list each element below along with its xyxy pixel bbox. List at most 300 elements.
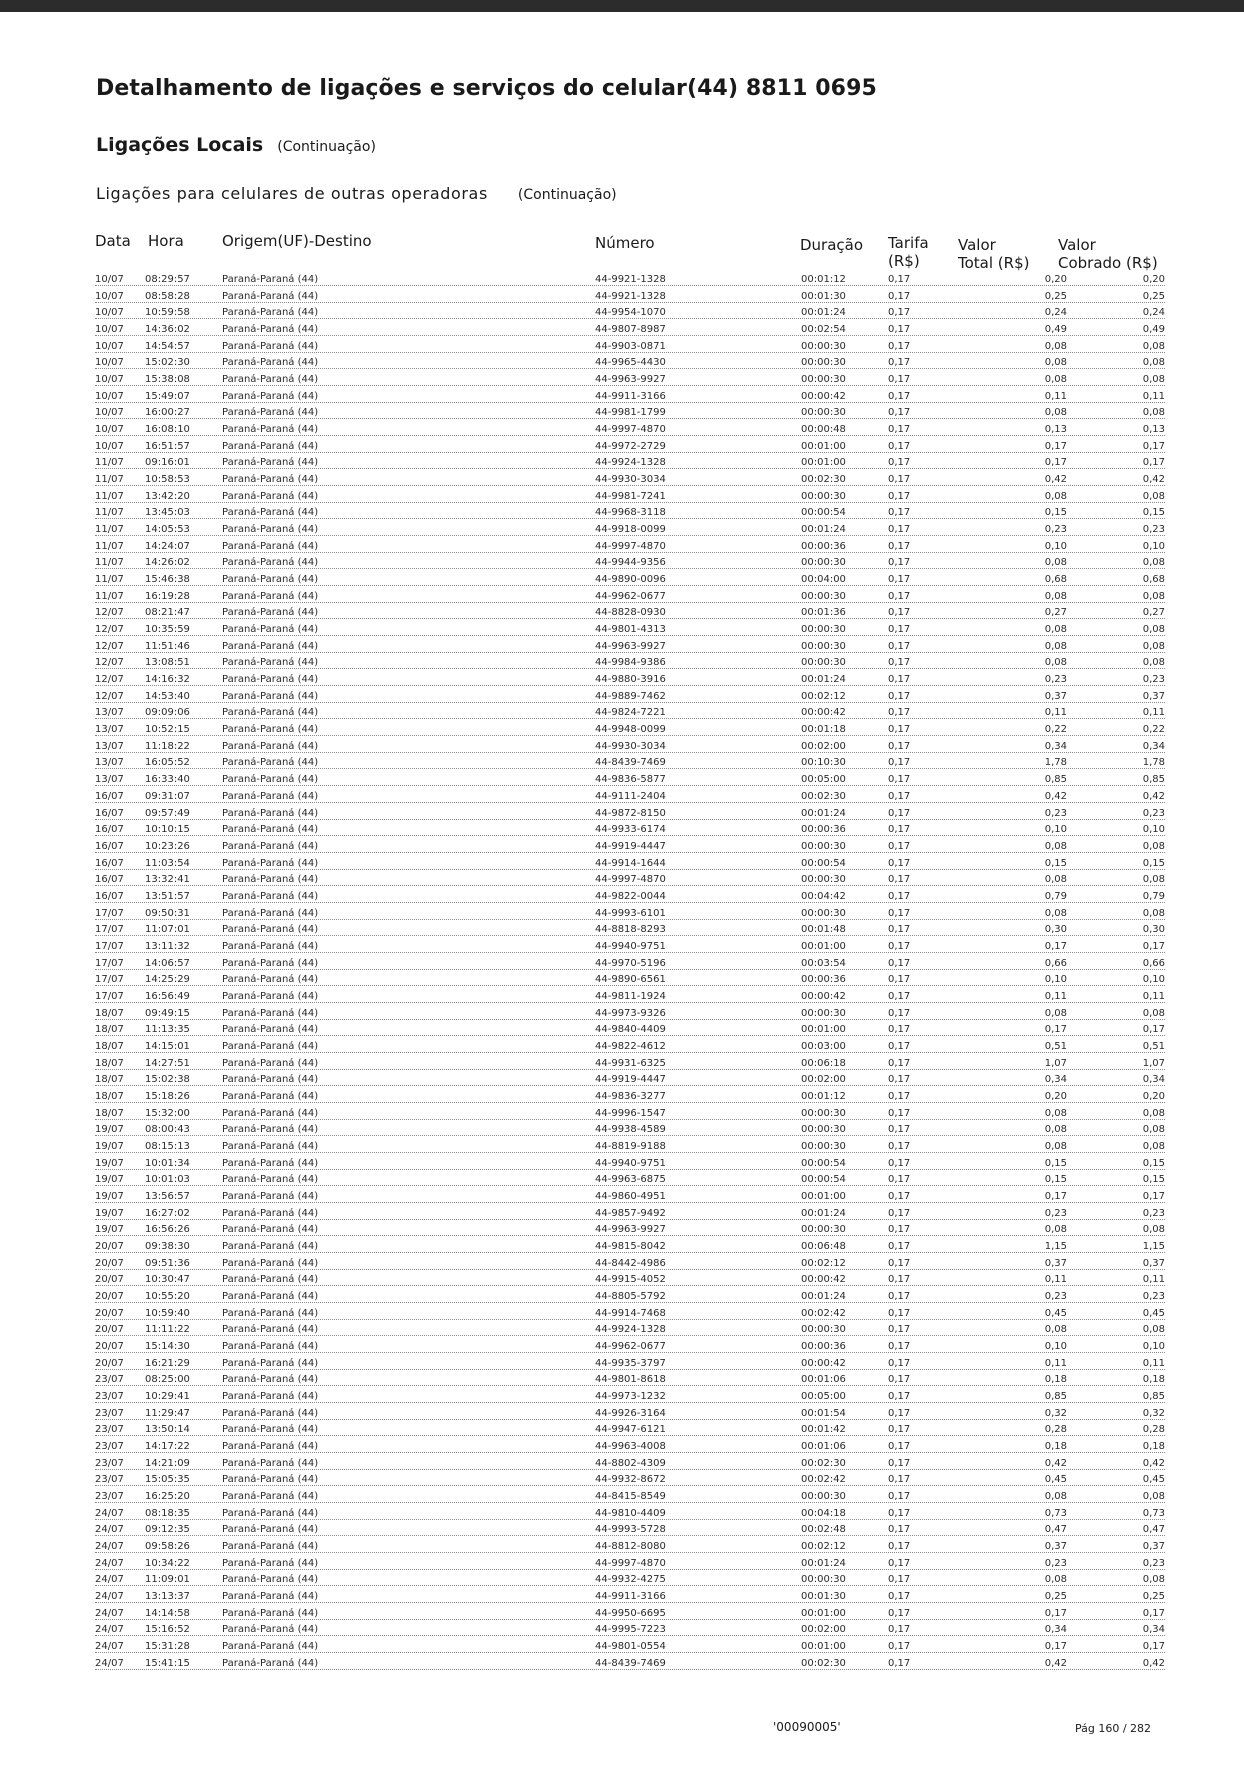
cell-numero: 44-9970-5196 bbox=[595, 957, 666, 969]
cell-numero: 44-9921-1328 bbox=[595, 274, 666, 285]
cell-numero: 44-9915-4052 bbox=[595, 1274, 666, 1286]
cell-valor-cobrado: 0,08 bbox=[1142, 1124, 1165, 1136]
cell-duracao: 00:01:24 bbox=[801, 307, 846, 319]
cell-origem: Paraná-Paraná (44) bbox=[222, 1341, 319, 1352]
cell-valor-total: 1,07 bbox=[1044, 1057, 1067, 1069]
cell-data: 19/07 bbox=[95, 1124, 124, 1136]
cell-origem: Paraná-Paraná (44) bbox=[222, 757, 319, 769]
cell-valor-total: 0,79 bbox=[1044, 890, 1067, 902]
cell-numero: 44-9924-1328 bbox=[595, 1324, 666, 1336]
cell-valor-total: 0,28 bbox=[1044, 1424, 1067, 1436]
cell-valor-cobrado: 0,23 bbox=[1142, 524, 1165, 536]
cell-data: 17/07 bbox=[95, 957, 124, 969]
cell-origem: Paraná-Paraná (44) bbox=[222, 1324, 319, 1336]
cell-hora: 08:21:47 bbox=[145, 607, 190, 619]
cell-tarifa: 0,17 bbox=[888, 957, 911, 969]
table-row bbox=[95, 1656, 1165, 1673]
cell-tarifa: 0,17 bbox=[888, 757, 911, 769]
cell-tarifa: 0,17 bbox=[888, 574, 911, 586]
table-row bbox=[95, 655, 1165, 672]
table-row bbox=[95, 1239, 1165, 1256]
cell-tarifa: 0,17 bbox=[888, 1557, 911, 1569]
cell-duracao: 00:00:30 bbox=[801, 557, 846, 569]
cell-numero: 44-8439-7469 bbox=[595, 757, 666, 769]
cell-origem: Paraná-Paraná (44) bbox=[222, 1307, 319, 1319]
cell-duracao: 00:00:30 bbox=[801, 624, 846, 636]
cell-data: 20/07 bbox=[95, 1240, 124, 1252]
table-row bbox=[95, 1389, 1165, 1406]
cell-valor-cobrado: 0,34 bbox=[1142, 740, 1165, 752]
cell-valor-cobrado: 1,15 bbox=[1142, 1240, 1165, 1252]
cell-duracao: 00:00:54 bbox=[801, 1157, 846, 1169]
cell-origem: Paraná-Paraná (44) bbox=[222, 290, 319, 302]
cell-numero: 44-9995-7223 bbox=[595, 1624, 666, 1636]
table-row bbox=[95, 1306, 1165, 1323]
cell-valor-cobrado: 0,08 bbox=[1142, 907, 1165, 919]
table-row bbox=[95, 1622, 1165, 1639]
cell-hora: 10:23:26 bbox=[145, 840, 190, 852]
cell-valor-total: 0,20 bbox=[1044, 1090, 1067, 1102]
cell-valor-cobrado: 0,85 bbox=[1142, 774, 1165, 786]
cell-duracao: 00:02:12 bbox=[801, 1541, 846, 1553]
cell-data: 24/07 bbox=[95, 1524, 124, 1536]
section-continuation: (Continuação) bbox=[277, 139, 376, 155]
cell-hora: 14:17:22 bbox=[145, 1441, 190, 1453]
cell-valor-total: 1,15 bbox=[1044, 1240, 1067, 1252]
table-row bbox=[95, 372, 1165, 389]
cell-origem: Paraná-Paraná (44) bbox=[222, 1641, 319, 1653]
table-row bbox=[95, 806, 1165, 823]
cell-duracao: 00:02:48 bbox=[801, 1524, 846, 1536]
cell-numero: 44-9911-3166 bbox=[595, 1591, 666, 1603]
cell-valor-total: 0,08 bbox=[1044, 340, 1067, 352]
cell-origem: Paraná-Paraná (44) bbox=[222, 924, 319, 936]
cell-tarifa: 0,17 bbox=[888, 357, 911, 369]
cell-data: 18/07 bbox=[95, 1024, 124, 1036]
cell-data: 19/07 bbox=[95, 1157, 124, 1169]
cell-valor-total: 0,17 bbox=[1044, 1024, 1067, 1036]
cell-hora: 14:15:01 bbox=[145, 1040, 190, 1052]
cell-valor-cobrado: 0,23 bbox=[1142, 674, 1165, 686]
cell-numero: 44-9997-4870 bbox=[595, 540, 666, 552]
column-header-data: Data bbox=[95, 232, 131, 250]
table-row bbox=[95, 555, 1165, 572]
cell-valor-total: 0,23 bbox=[1044, 1557, 1067, 1569]
cell-valor-total: 0,08 bbox=[1044, 640, 1067, 652]
table-row bbox=[95, 755, 1165, 772]
cell-hora: 14:16:32 bbox=[145, 674, 190, 686]
cell-valor-cobrado: 0,11 bbox=[1142, 390, 1165, 402]
cell-tarifa: 0,17 bbox=[888, 1040, 911, 1052]
cell-valor-cobrado: 0,08 bbox=[1142, 374, 1165, 386]
cell-origem: Paraná-Paraná (44) bbox=[222, 1290, 319, 1302]
cell-valor-total: 0,37 bbox=[1044, 690, 1067, 702]
cell-numero: 44-9996-1547 bbox=[595, 1107, 666, 1119]
cell-numero: 44-9940-9751 bbox=[595, 1157, 666, 1169]
cell-numero: 44-9968-3118 bbox=[595, 507, 666, 519]
cell-origem: Paraná-Paraná (44) bbox=[222, 1274, 319, 1286]
cell-tarifa: 0,17 bbox=[888, 374, 911, 386]
cell-valor-total: 0,18 bbox=[1044, 1441, 1067, 1453]
cell-origem: Paraná-Paraná (44) bbox=[222, 624, 319, 636]
cell-duracao: 00:00:42 bbox=[801, 707, 846, 719]
cell-data: 24/07 bbox=[95, 1574, 124, 1586]
table-row bbox=[95, 1439, 1165, 1456]
table-row bbox=[95, 322, 1165, 339]
cell-tarifa: 0,17 bbox=[888, 490, 911, 502]
table-row bbox=[95, 1522, 1165, 1539]
cell-data: 10/07 bbox=[95, 324, 124, 336]
section-title-text: Ligações Locais bbox=[96, 134, 264, 156]
cell-tarifa: 0,17 bbox=[888, 1107, 911, 1119]
cell-numero: 44-9889-7462 bbox=[595, 690, 666, 702]
cell-hora: 14:05:53 bbox=[145, 524, 190, 536]
cell-numero: 44-9860-4951 bbox=[595, 1190, 666, 1202]
cell-data: 18/07 bbox=[95, 1107, 124, 1119]
cell-valor-total: 0,08 bbox=[1044, 1491, 1067, 1503]
table-row bbox=[95, 1406, 1165, 1423]
cell-valor-cobrado: 0,08 bbox=[1142, 490, 1165, 502]
cell-duracao: 00:01:00 bbox=[801, 1641, 846, 1653]
cell-hora: 16:19:28 bbox=[145, 590, 190, 602]
cell-duracao: 00:01:42 bbox=[801, 1424, 846, 1436]
cell-hora: 11:51:46 bbox=[145, 640, 190, 652]
column-header-valor-cobrado-line2: Cobrado (R$) bbox=[1058, 254, 1158, 272]
cell-numero: 44-9935-3797 bbox=[595, 1357, 666, 1369]
cell-data: 10/07 bbox=[95, 357, 124, 369]
table-row bbox=[95, 822, 1165, 839]
cell-valor-cobrado: 0,11 bbox=[1142, 1274, 1165, 1286]
cell-origem: Paraná-Paraná (44) bbox=[222, 690, 319, 702]
cell-origem: Paraná-Paraná (44) bbox=[222, 490, 319, 502]
cell-origem: Paraná-Paraná (44) bbox=[222, 1157, 319, 1169]
cell-valor-cobrado: 0,73 bbox=[1142, 1507, 1165, 1519]
cell-hora: 14:54:57 bbox=[145, 340, 190, 352]
cell-valor-total: 0,17 bbox=[1044, 457, 1067, 469]
cell-duracao: 00:00:54 bbox=[801, 507, 846, 519]
cell-hora: 14:26:02 bbox=[145, 557, 190, 569]
cell-duracao: 00:02:30 bbox=[801, 1657, 846, 1669]
table-row bbox=[95, 1006, 1165, 1023]
cell-numero: 44-9857-9492 bbox=[595, 1207, 666, 1219]
cell-tarifa: 0,17 bbox=[888, 807, 911, 819]
cell-valor-cobrado: 0,17 bbox=[1142, 457, 1165, 469]
cell-valor-total: 0,22 bbox=[1044, 724, 1067, 736]
cell-hora: 15:31:28 bbox=[145, 1641, 190, 1653]
cell-numero: 44-9993-6101 bbox=[595, 907, 666, 919]
table-row bbox=[95, 1172, 1165, 1189]
cell-valor-total: 0,08 bbox=[1044, 1124, 1067, 1136]
cell-valor-total: 0,08 bbox=[1044, 657, 1067, 669]
cell-tarifa: 0,17 bbox=[888, 1057, 911, 1069]
cell-numero: 44-9963-4008 bbox=[595, 1441, 666, 1453]
cell-hora: 14:14:58 bbox=[145, 1607, 190, 1619]
cell-valor-cobrado: 0,08 bbox=[1142, 407, 1165, 419]
table-row bbox=[95, 1106, 1165, 1123]
table-row bbox=[95, 355, 1165, 372]
cell-hora: 10:01:34 bbox=[145, 1157, 190, 1169]
cell-data: 20/07 bbox=[95, 1274, 124, 1286]
cell-valor-cobrado: 0,08 bbox=[1142, 657, 1165, 669]
cell-tarifa: 0,17 bbox=[888, 824, 911, 836]
cell-duracao: 00:02:30 bbox=[801, 474, 846, 486]
cell-data: 13/07 bbox=[95, 707, 124, 719]
column-header-hora: Hora bbox=[148, 232, 184, 250]
cell-hora: 16:51:57 bbox=[145, 440, 190, 452]
cell-valor-cobrado: 0,68 bbox=[1142, 574, 1165, 586]
table-row bbox=[95, 405, 1165, 422]
cell-duracao: 00:02:30 bbox=[801, 790, 846, 802]
cell-numero: 44-9836-5877 bbox=[595, 774, 666, 786]
cell-origem: Paraná-Paraná (44) bbox=[222, 957, 319, 969]
cell-tarifa: 0,17 bbox=[888, 1357, 911, 1369]
cell-origem: Paraná-Paraná (44) bbox=[222, 1541, 319, 1553]
cell-valor-cobrado: 0,11 bbox=[1142, 1357, 1165, 1369]
table-row bbox=[95, 972, 1165, 989]
cell-tarifa: 0,17 bbox=[888, 640, 911, 652]
table-row bbox=[95, 856, 1165, 873]
cell-numero: 44-9963-9927 bbox=[595, 1224, 666, 1236]
cell-valor-total: 0,08 bbox=[1044, 374, 1067, 386]
cell-hora: 16:21:29 bbox=[145, 1357, 190, 1369]
table-row bbox=[95, 1572, 1165, 1589]
cell-duracao: 00:01:18 bbox=[801, 724, 846, 736]
cell-numero: 44-9932-4275 bbox=[595, 1574, 666, 1586]
cell-data: 13/07 bbox=[95, 774, 124, 786]
cell-numero: 44-9938-4589 bbox=[595, 1124, 666, 1136]
cell-data: 18/07 bbox=[95, 1007, 124, 1019]
cell-hora: 13:42:20 bbox=[145, 490, 190, 502]
table-row bbox=[95, 539, 1165, 556]
cell-valor-total: 0,08 bbox=[1044, 557, 1067, 569]
cell-tarifa: 0,17 bbox=[888, 924, 911, 936]
column-header-tarifa bbox=[888, 234, 929, 270]
table-row bbox=[95, 439, 1165, 456]
cell-hora: 15:38:08 bbox=[145, 374, 190, 386]
cell-origem: Paraná-Paraná (44) bbox=[222, 1424, 319, 1436]
cell-valor-total: 0,42 bbox=[1044, 1457, 1067, 1469]
cell-valor-total: 0,08 bbox=[1044, 357, 1067, 369]
cell-tarifa: 0,17 bbox=[888, 557, 911, 569]
cell-data: 20/07 bbox=[95, 1257, 124, 1269]
cell-duracao: 00:01:06 bbox=[801, 1441, 846, 1453]
column-header-valor-cobrado bbox=[1058, 236, 1158, 272]
cell-duracao: 00:00:42 bbox=[801, 1274, 846, 1286]
cell-tarifa: 0,17 bbox=[888, 1524, 911, 1536]
cell-duracao: 00:00:30 bbox=[801, 407, 846, 419]
cell-valor-total: 0,08 bbox=[1044, 1224, 1067, 1236]
cell-valor-cobrado: 0,23 bbox=[1142, 807, 1165, 819]
cell-data: 24/07 bbox=[95, 1541, 124, 1553]
cell-valor-cobrado: 0,08 bbox=[1142, 1107, 1165, 1119]
cell-origem: Paraná-Paraná (44) bbox=[222, 974, 319, 986]
cell-duracao: 00:04:42 bbox=[801, 890, 846, 902]
cell-valor-cobrado: 0,25 bbox=[1142, 1591, 1165, 1603]
cell-tarifa: 0,17 bbox=[888, 1090, 911, 1102]
table-row bbox=[95, 1089, 1165, 1106]
cell-numero: 44-9932-8672 bbox=[595, 1474, 666, 1486]
cell-data: 16/07 bbox=[95, 824, 124, 836]
cell-data: 24/07 bbox=[95, 1607, 124, 1619]
cell-tarifa: 0,17 bbox=[888, 890, 911, 902]
cell-tarifa: 0,17 bbox=[888, 607, 911, 619]
cell-valor-total: 0,27 bbox=[1044, 607, 1067, 619]
cell-tarifa: 0,17 bbox=[888, 1190, 911, 1202]
cell-tarifa: 0,17 bbox=[888, 657, 911, 669]
cell-duracao: 00:00:48 bbox=[801, 424, 846, 436]
cell-tarifa: 0,17 bbox=[888, 907, 911, 919]
table-row bbox=[95, 872, 1165, 889]
cell-origem: Paraná-Paraná (44) bbox=[222, 1457, 319, 1469]
cell-hora: 09:12:35 bbox=[145, 1524, 190, 1536]
cell-origem: Paraná-Paraná (44) bbox=[222, 790, 319, 802]
cell-origem: Paraná-Paraná (44) bbox=[222, 1374, 319, 1386]
cell-origem: Paraná-Paraná (44) bbox=[222, 1107, 319, 1119]
cell-data: 10/07 bbox=[95, 290, 124, 302]
cell-data: 16/07 bbox=[95, 890, 124, 902]
cell-hora: 10:34:22 bbox=[145, 1557, 190, 1569]
cell-hora: 08:18:35 bbox=[145, 1507, 190, 1519]
cell-valor-total: 0,49 bbox=[1044, 324, 1067, 336]
cell-hora: 15:32:00 bbox=[145, 1107, 190, 1119]
cell-origem: Paraná-Paraná (44) bbox=[222, 1407, 319, 1419]
cell-tarifa: 0,17 bbox=[888, 1174, 911, 1186]
cell-origem: Paraná-Paraná (44) bbox=[222, 907, 319, 919]
cell-tarifa: 0,17 bbox=[888, 1507, 911, 1519]
cell-valor-cobrado: 0,10 bbox=[1142, 824, 1165, 836]
cell-data: 18/07 bbox=[95, 1090, 124, 1102]
cell-valor-cobrado: 0,08 bbox=[1142, 1007, 1165, 1019]
cell-origem: Paraná-Paraná (44) bbox=[222, 1507, 319, 1519]
cell-duracao: 00:00:36 bbox=[801, 1341, 846, 1352]
cell-data: 24/07 bbox=[95, 1657, 124, 1669]
table-row bbox=[95, 906, 1165, 923]
cell-valor-total: 0,37 bbox=[1044, 1541, 1067, 1553]
cell-origem: Paraná-Paraná (44) bbox=[222, 707, 319, 719]
cell-duracao: 00:00:30 bbox=[801, 640, 846, 652]
top-border bbox=[0, 0, 1244, 12]
cell-valor-cobrado: 0,51 bbox=[1142, 1040, 1165, 1052]
cell-tarifa: 0,17 bbox=[888, 1324, 911, 1336]
table-row bbox=[95, 722, 1165, 739]
cell-origem: Paraná-Paraná (44) bbox=[222, 374, 319, 386]
cell-tarifa: 0,17 bbox=[888, 1290, 911, 1302]
cell-hora: 14:06:57 bbox=[145, 957, 190, 969]
cell-duracao: 00:01:30 bbox=[801, 290, 846, 302]
table-row bbox=[95, 1156, 1165, 1173]
cell-data: 10/07 bbox=[95, 440, 124, 452]
cell-valor-total: 0,13 bbox=[1044, 424, 1067, 436]
cell-tarifa: 0,17 bbox=[888, 1574, 911, 1586]
cell-data: 11/07 bbox=[95, 490, 124, 502]
cell-valor-cobrado: 0,15 bbox=[1142, 507, 1165, 519]
cell-hora: 08:29:57 bbox=[145, 274, 190, 285]
table-row bbox=[95, 772, 1165, 789]
section-title bbox=[96, 134, 376, 156]
cell-numero: 44-9948-0099 bbox=[595, 724, 666, 736]
cell-tarifa: 0,17 bbox=[888, 1457, 911, 1469]
cell-duracao: 00:02:42 bbox=[801, 1307, 846, 1319]
cell-hora: 10:55:20 bbox=[145, 1290, 190, 1302]
cell-duracao: 00:01:24 bbox=[801, 1207, 846, 1219]
cell-origem: Paraná-Paraná (44) bbox=[222, 1174, 319, 1186]
cell-data: 18/07 bbox=[95, 1074, 124, 1086]
cell-numero: 44-8442-4986 bbox=[595, 1257, 666, 1269]
cell-origem: Paraná-Paraná (44) bbox=[222, 440, 319, 452]
cell-hora: 11:03:54 bbox=[145, 857, 190, 869]
cell-origem: Paraná-Paraná (44) bbox=[222, 824, 319, 836]
cell-origem: Paraná-Paraná (44) bbox=[222, 874, 319, 886]
cell-numero: 44-9810-4409 bbox=[595, 1507, 666, 1519]
cell-hora: 15:05:35 bbox=[145, 1474, 190, 1486]
cell-tarifa: 0,17 bbox=[888, 624, 911, 636]
cell-data: 24/07 bbox=[95, 1624, 124, 1636]
cell-numero: 44-9973-9326 bbox=[595, 1007, 666, 1019]
cell-valor-cobrado: 0,34 bbox=[1142, 1074, 1165, 1086]
cell-numero: 44-8819-9188 bbox=[595, 1140, 666, 1152]
cell-valor-total: 0,51 bbox=[1044, 1040, 1067, 1052]
cell-valor-total: 0,37 bbox=[1044, 1257, 1067, 1269]
cell-origem: Paraná-Paraná (44) bbox=[222, 1007, 319, 1019]
cell-valor-total: 0,08 bbox=[1044, 1140, 1067, 1152]
cell-hora: 13:08:51 bbox=[145, 657, 190, 669]
cell-tarifa: 0,17 bbox=[888, 524, 911, 536]
cell-numero: 44-9903-0871 bbox=[595, 340, 666, 352]
cell-valor-total: 0,10 bbox=[1044, 1341, 1067, 1352]
cell-hora: 14:21:09 bbox=[145, 1457, 190, 1469]
cell-valor-total: 0,15 bbox=[1044, 857, 1067, 869]
cell-duracao: 00:06:18 bbox=[801, 1057, 846, 1069]
cell-numero: 44-9972-2729 bbox=[595, 440, 666, 452]
cell-valor-cobrado: 0,85 bbox=[1142, 1391, 1165, 1403]
cell-tarifa: 0,17 bbox=[888, 1624, 911, 1636]
table-row bbox=[95, 1289, 1165, 1306]
cell-numero: 44-9840-4409 bbox=[595, 1024, 666, 1036]
cell-data: 19/07 bbox=[95, 1207, 124, 1219]
cell-valor-cobrado: 0,11 bbox=[1142, 707, 1165, 719]
cell-tarifa: 0,17 bbox=[888, 1407, 911, 1419]
cell-numero: 44-9801-8618 bbox=[595, 1374, 666, 1386]
cell-valor-cobrado: 0,08 bbox=[1142, 1574, 1165, 1586]
cell-numero: 44-9933-6174 bbox=[595, 824, 666, 836]
cell-valor-total: 0,18 bbox=[1044, 1374, 1067, 1386]
cell-numero: 44-9930-3034 bbox=[595, 740, 666, 752]
cell-valor-cobrado: 0,13 bbox=[1142, 424, 1165, 436]
column-header-valor-cobrado-line1: Valor bbox=[1058, 236, 1096, 254]
cell-duracao: 00:05:00 bbox=[801, 1391, 846, 1403]
cell-data: 17/07 bbox=[95, 924, 124, 936]
cell-valor-cobrado: 0,24 bbox=[1142, 307, 1165, 319]
cell-numero: 44-9947-6121 bbox=[595, 1424, 666, 1436]
cell-valor-total: 0,17 bbox=[1044, 440, 1067, 452]
cell-duracao: 00:00:30 bbox=[801, 1224, 846, 1236]
cell-duracao: 00:00:42 bbox=[801, 1357, 846, 1369]
cell-numero: 44-9890-6561 bbox=[595, 974, 666, 986]
cell-hora: 14:53:40 bbox=[145, 690, 190, 702]
cell-hora: 16:25:20 bbox=[145, 1491, 190, 1503]
column-header-tarifa-unit: (R$) bbox=[888, 252, 920, 270]
table-row bbox=[95, 1372, 1165, 1389]
cell-data: 19/07 bbox=[95, 1224, 124, 1236]
cell-numero: 44-8818-8293 bbox=[595, 924, 666, 936]
cell-duracao: 00:00:30 bbox=[801, 1007, 846, 1019]
cell-hora: 15:18:26 bbox=[145, 1090, 190, 1102]
table-row bbox=[95, 939, 1165, 956]
cell-tarifa: 0,17 bbox=[888, 1607, 911, 1619]
cell-data: 20/07 bbox=[95, 1341, 124, 1352]
cell-numero: 44-9872-8150 bbox=[595, 807, 666, 819]
table-row bbox=[95, 789, 1165, 806]
